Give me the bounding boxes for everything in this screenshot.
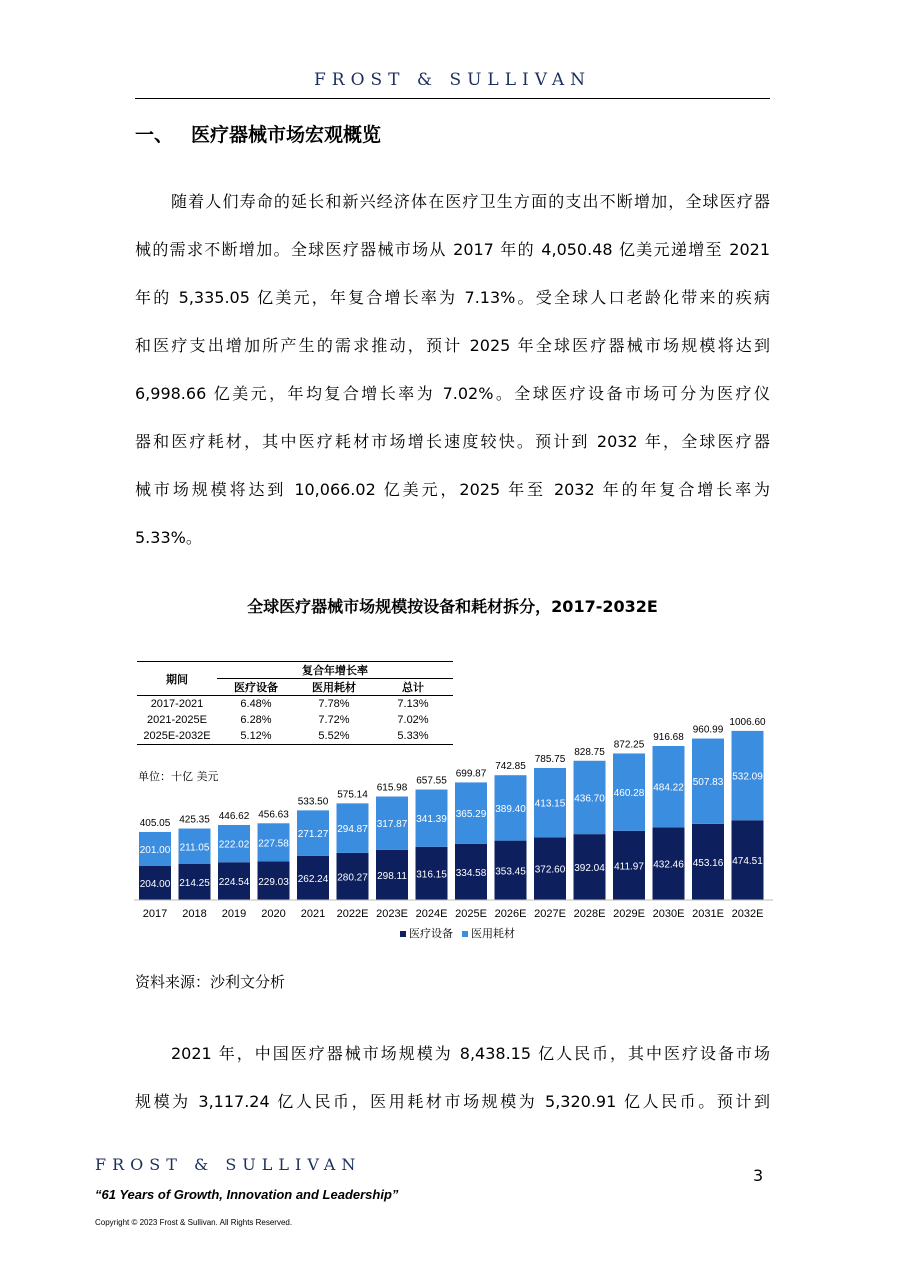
data-label-consumables: 227.58	[258, 838, 289, 850]
paragraph-line: 随着人们寿命的延长和新兴经济体在医疗卫生方面的支出不断增加，全球医疗器	[171, 192, 770, 211]
data-label-total: 960.99	[692, 724, 724, 736]
x-tick-label: 2022E	[336, 908, 369, 920]
x-tick-label: 2019	[221, 908, 247, 920]
x-tick-label: 2026E	[494, 908, 527, 920]
data-label-total: 446.62	[218, 810, 250, 822]
data-label-total: 742.85	[495, 761, 526, 773]
x-tick-label: 2030E	[652, 908, 685, 920]
unit-label: 单位：十亿 美元	[138, 770, 219, 783]
x-tick-label: 2021	[300, 908, 326, 920]
x-tick-label: 2020	[261, 908, 286, 920]
table-cell: 2017-2021	[150, 698, 204, 710]
data-label-consumables: 271.27	[297, 829, 329, 841]
x-tick-label: 2032E	[731, 908, 764, 920]
table-cell: 5.12%	[217, 728, 295, 745]
legend-swatch	[400, 931, 406, 937]
x-tick-label: 2017	[142, 908, 168, 920]
x-tick-label: 2018	[182, 908, 207, 920]
cagr-group-header: 复合年增长率	[217, 662, 453, 679]
legend-label: 医用耗材	[471, 928, 515, 940]
legend-swatch	[462, 931, 468, 937]
period-header: 期间	[137, 662, 217, 696]
data-label-consumables: 389.40	[495, 803, 526, 815]
paragraph-line: 5.33%。	[135, 528, 202, 547]
x-tick-label: 2029E	[613, 908, 645, 920]
stacked-bar-chart	[130, 715, 780, 955]
data-label-consumables: 484.22	[653, 782, 684, 794]
x-tick-label: 2027E	[534, 908, 566, 920]
table-cell: 2025E-2032E	[137, 728, 217, 745]
data-label-total: 785.75	[534, 753, 566, 765]
table-cell: 7.72%	[318, 714, 350, 726]
data-label-consumables: 460.28	[613, 788, 645, 800]
data-label-equipment: 474.51	[732, 856, 763, 868]
data-label-equipment: 262.24	[297, 873, 329, 885]
data-label-equipment: 229.03	[258, 876, 289, 888]
paragraph-line: 和医疗支出增加所产生的需求推动，预计 2025 年全球医疗器械市场规模将达到	[135, 336, 770, 355]
data-label-equipment: 280.27	[337, 872, 368, 884]
legend-label: 医疗设备	[409, 928, 453, 940]
data-label-total: 425.35	[179, 814, 210, 826]
table-row	[137, 696, 453, 713]
column-header: 总计	[373, 679, 453, 696]
data-label-total: 828.75	[574, 746, 605, 758]
section-title-text: 医疗器械市场宏观概览	[191, 124, 382, 146]
data-label-consumables: 413.15	[534, 798, 566, 810]
data-label-total: 456.63	[258, 809, 289, 821]
section-title	[135, 120, 381, 147]
header-brand: FROST & SULLIVAN	[314, 70, 591, 90]
data-label-consumables: 365.29	[455, 809, 487, 821]
section-number: 一、	[135, 124, 174, 146]
data-label-total: 533.50	[297, 796, 329, 808]
data-label-equipment: 214.25	[179, 878, 210, 890]
chart-title: 全球医疗器械市场规模按设备和耗材拆分，2017-2032E	[247, 597, 658, 616]
data-label-equipment: 316.15	[416, 869, 447, 881]
data-label-consumables: 211.05	[179, 842, 210, 854]
paragraph-1	[135, 178, 770, 562]
data-label-total: 1006.60	[729, 716, 766, 728]
data-label-total: 699.87	[455, 768, 487, 780]
x-tick-label: 2025E	[455, 908, 487, 920]
table-cell: 2021-2025E	[147, 714, 207, 726]
paragraph-line: 2021 年，中国医疗器械市场规模为 8,438.15 亿人民币，其中医疗设备市场	[171, 1044, 770, 1063]
x-tick-label: 2028E	[573, 908, 606, 920]
data-label-consumables: 507.83	[692, 777, 724, 789]
data-label-total: 405.05	[139, 817, 171, 829]
data-label-consumables: 201.00	[139, 844, 171, 856]
table-cell: 5.33%	[373, 728, 453, 745]
data-label-equipment: 298.11	[377, 870, 407, 882]
paragraph-line: 6,998.66 亿美元，年均复合增长率为 7.02%。全球医疗设备市场可分为医疗仪	[135, 384, 770, 403]
table-cell: 7.78%	[318, 698, 350, 710]
x-tick-label: 2023E	[376, 908, 408, 920]
data-label-equipment: 204.00	[139, 878, 171, 890]
data-label-equipment: 224.54	[218, 877, 250, 889]
header-rule	[135, 98, 770, 99]
table-cell: 6.48%	[240, 698, 272, 710]
data-label-total: 872.25	[613, 739, 645, 751]
source-note: 资料来源：沙利文分析	[135, 973, 286, 991]
paragraph-line: 械市场规模将达到 10,066.02 亿美元，2025 年至 2032 年的年复合增长率为	[135, 480, 770, 499]
table-cell: 5.52%	[295, 728, 373, 745]
paragraph-line: 规模为 3,117.24 亿人民币，医用耗材市场规模为 5,320.91 亿人民币。预计到	[135, 1092, 770, 1111]
paragraph-line: 械的需求不断增加。全球医疗器械市场从 2017 年的 4,050.48 亿美元递增至 2021	[135, 240, 770, 259]
data-label-consumables: 222.02	[218, 839, 250, 851]
page-number: 3	[753, 1166, 764, 1185]
data-label-total: 657.55	[416, 775, 447, 787]
data-label-consumables: 294.87	[337, 824, 368, 836]
data-label-consumables: 436.70	[574, 793, 605, 805]
chart-legend	[400, 926, 515, 940]
data-label-equipment: 432.46	[653, 859, 684, 871]
data-label-equipment: 392.04	[574, 863, 605, 875]
data-label-equipment: 372.60	[534, 864, 566, 876]
paragraph-2	[135, 1030, 770, 1126]
data-label-consumables: 317.87	[376, 819, 408, 831]
data-label-total: 916.68	[653, 731, 684, 743]
table-cell: 6.28%	[240, 714, 272, 726]
footer-brand: FROST & SULLIVAN	[95, 1155, 362, 1174]
column-header: 医疗设备	[217, 679, 295, 696]
data-label-consumables: 532.09	[732, 771, 763, 783]
data-label-total: 575.14	[337, 789, 368, 801]
paragraph-line: 年的 5,335.05 亿美元，年复合增长率为 7.13%。受全球人口老龄化带来的疾病	[135, 288, 770, 307]
data-label-equipment: 453.16	[692, 857, 724, 869]
x-tick-label: 2031E	[692, 908, 724, 920]
table-cell: 7.02%	[397, 714, 429, 726]
data-label-equipment: 353.45	[495, 866, 526, 878]
data-label-total: 615.98	[376, 782, 408, 794]
data-label-consumables: 341.39	[416, 814, 447, 826]
tagline: “61 Years of Growth, Innovation and Leadership”	[95, 1187, 399, 1202]
data-label-equipment: 411.97	[614, 861, 644, 873]
column-header: 医用耗材	[295, 679, 373, 696]
x-tick-label: 2024E	[415, 908, 448, 920]
paragraph-line: 器和医疗耗材，其中医疗耗材市场增长速度较快。预计到 2032 年，全球医疗器	[135, 432, 770, 451]
copyright: Copyright © 2023 Frost & Sullivan. All Rights Reserved.	[95, 1218, 293, 1227]
data-label-equipment: 334.58	[455, 867, 487, 879]
table-cell: 7.13%	[397, 698, 429, 710]
